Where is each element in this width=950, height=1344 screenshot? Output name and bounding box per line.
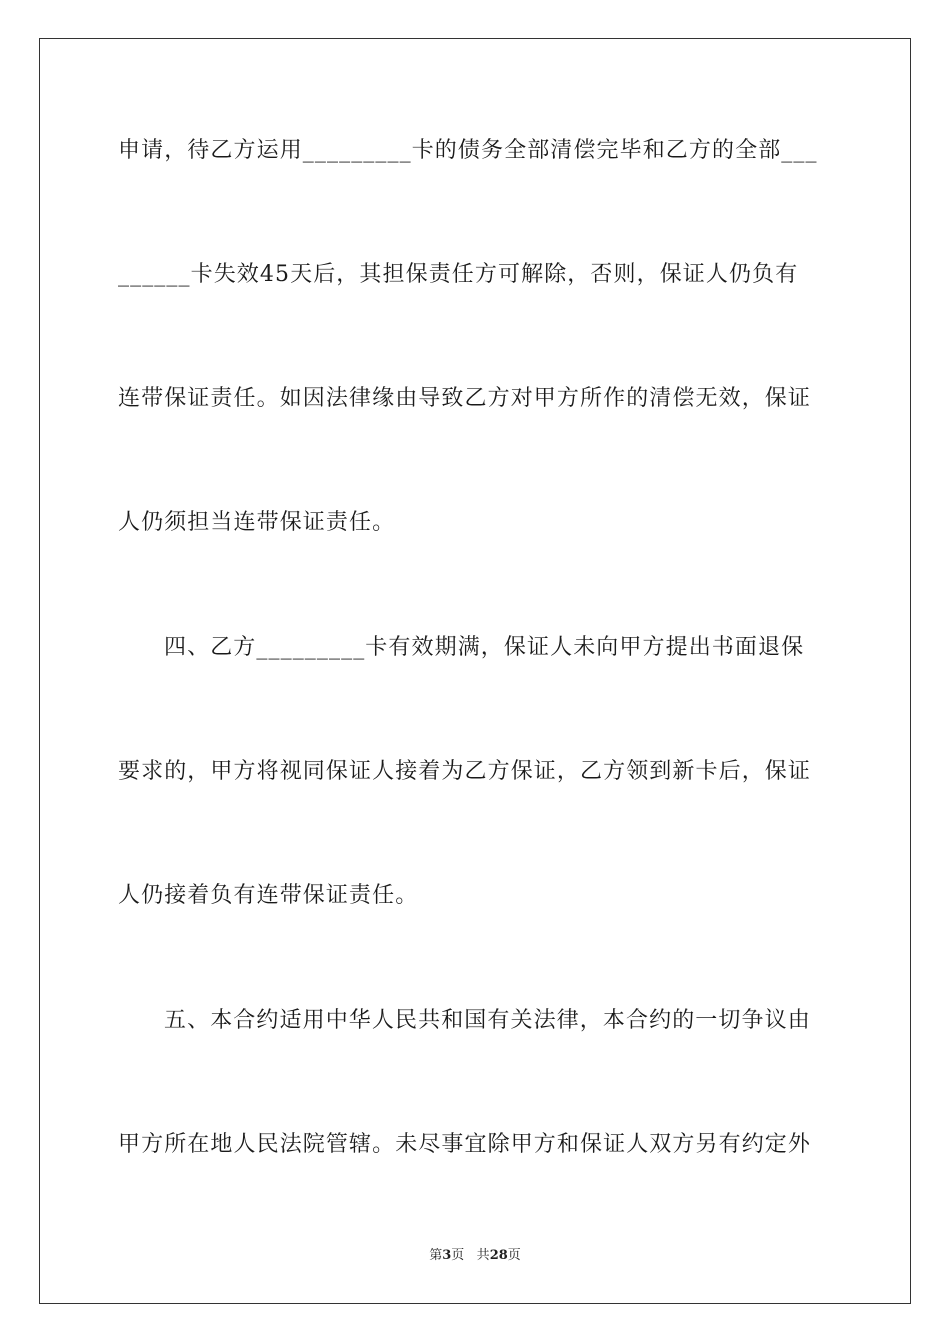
text-line-8: 五、本合约适用中华人民共和国有关法律，本合约的一切争议由 xyxy=(164,1008,811,1033)
text-line-2: ______卡失效45天后，其担保责任方可解除，否则，保证人仍负有 xyxy=(118,262,799,287)
footer-total-prefix: 共 xyxy=(476,1248,490,1263)
text-line-6: 要求的，甲方将视同保证人接着为乙方保证，乙方领到新卡后，保证 xyxy=(118,759,812,784)
text-line-3: 连带保证责任。如因法律缘由导致乙方对甲方所作的清偿无效，保证 xyxy=(118,386,812,411)
footer-page-number: 3 xyxy=(442,1248,452,1263)
text-line-5: 四、乙方_________卡有效期满，保证人未向甲方提出书面退保 xyxy=(164,635,805,660)
page-footer xyxy=(0,1248,950,1264)
footer-page-prefix: 第 xyxy=(429,1248,443,1263)
text-line-4: 人仍须担当连带保证责任。 xyxy=(118,510,396,535)
text-line-7: 人仍接着负有连带保证责任。 xyxy=(118,883,419,908)
text-line-1: 申请，待乙方运用_________卡的债务全部清偿完毕和乙方的全部___ xyxy=(118,138,818,163)
footer-page-suffix: 页 xyxy=(451,1248,465,1263)
page-border xyxy=(39,38,911,1304)
text-line-9: 甲方所在地人民法院管辖。未尽事宜除甲方和保证人双方另有约定外 xyxy=(118,1132,812,1157)
footer-total-pages: 28 xyxy=(489,1248,508,1263)
footer-total-suffix: 页 xyxy=(507,1248,521,1263)
